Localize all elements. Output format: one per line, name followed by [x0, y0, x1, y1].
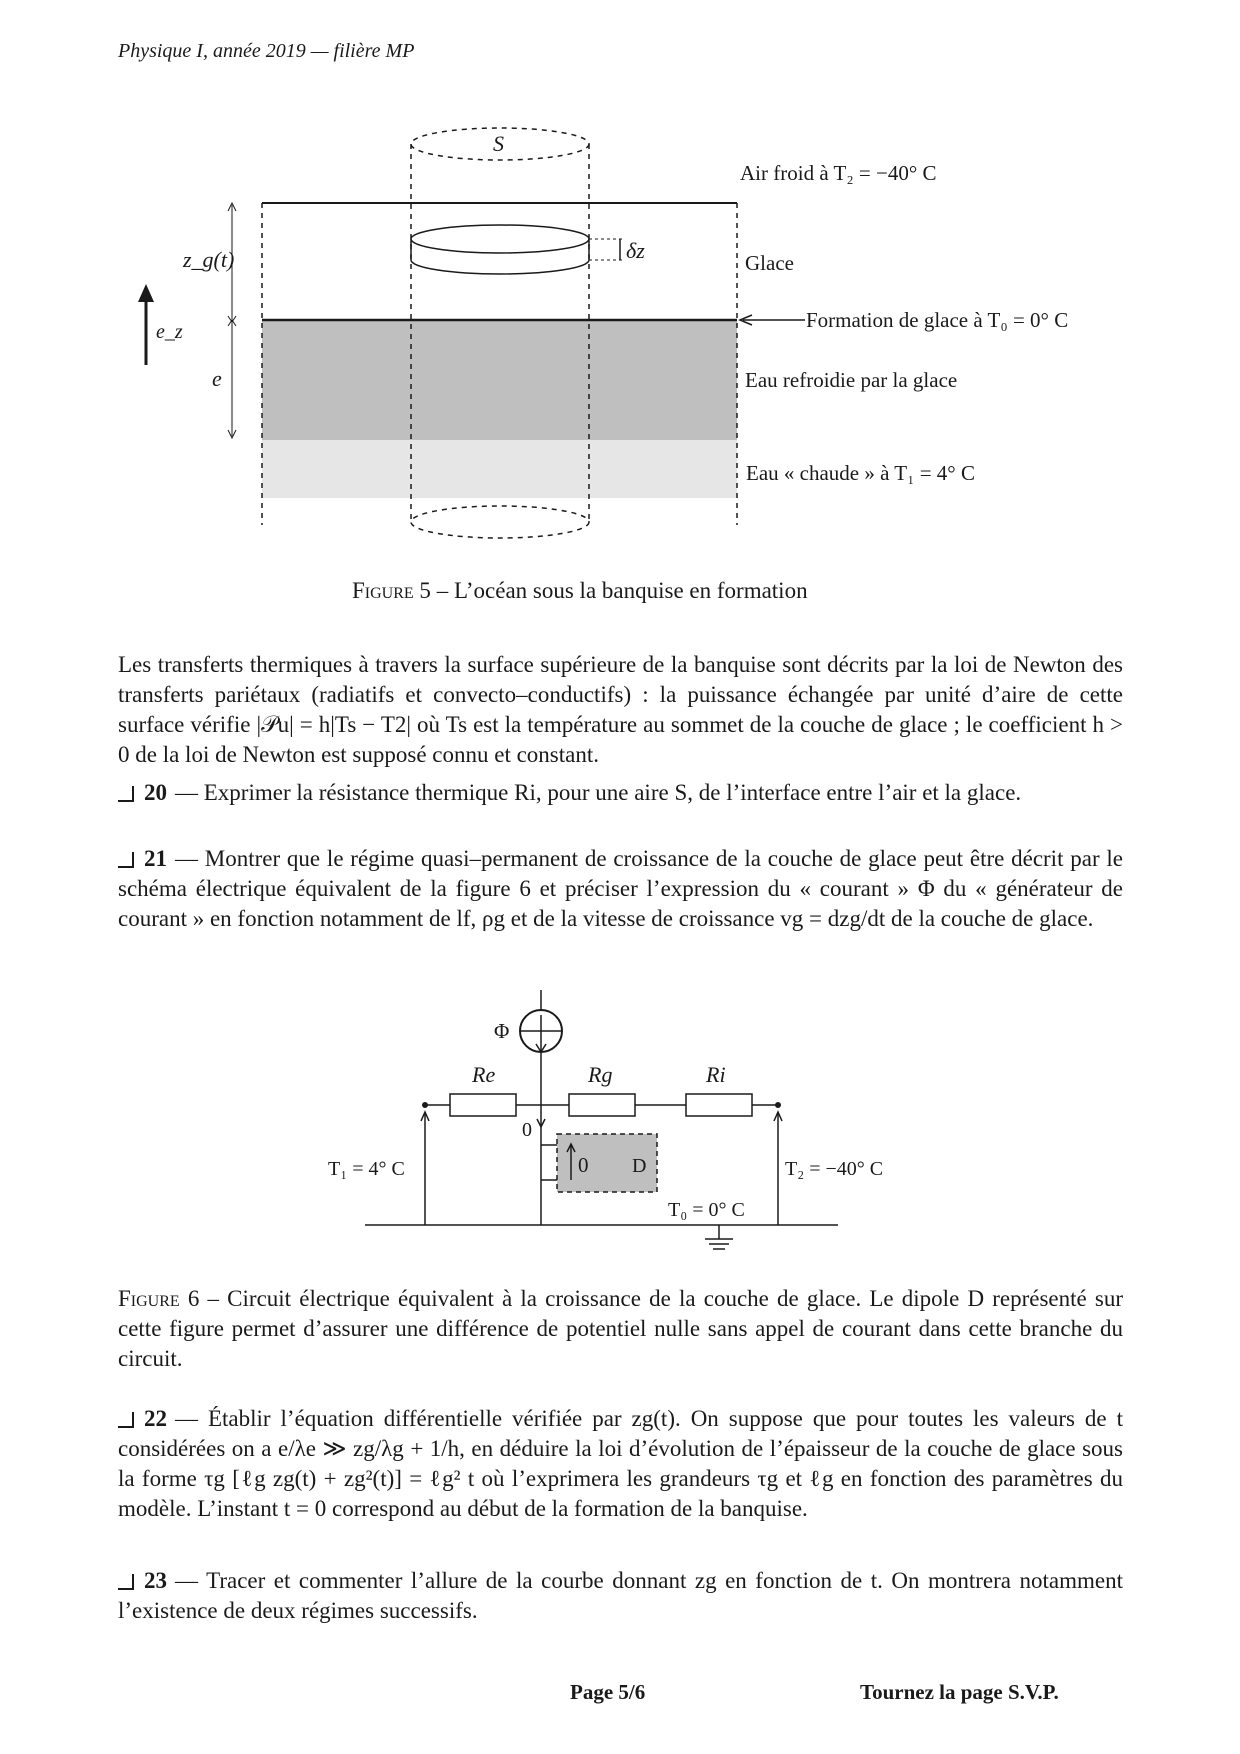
rg-label: Rg — [588, 1062, 613, 1087]
checkbox-icon — [118, 786, 134, 802]
air-label: Air froid à T₂ = −40° C — [740, 161, 937, 185]
cylinder-label: S — [493, 131, 504, 156]
paragraph-newton: Les transferts thermiques à travers la surface supérieure de la banquise sont décrits par la loi de Newton des transferts pariétaux (radiatifs et convecto–conductifs) : la puissance échangée par unité d’aire de cette surface vérifie |𝒫u| = h|Ts − T2| où Ts est la température au sommet de la couche de glace ; le coefficient h > 0 de la loi de Newton est supposé connu et constant. — [118, 652, 1123, 767]
question-22-text: — Établir l’équation différentielle vérifiée par zg(t). On suppose que pour toutes les valeurs de t considérées on a e/λe ≫ zg/λg + 1/h, en déduire la loi d’évolution de l’épaisseur de la couche de glace sous la forme τg [ℓg zg(t) + zg²(t)] = ℓg² t où l’exprimera les grandeurs τg et ℓg en fonction des paramètres du modèle. L’instant t = 0 correspond au début de la formation de la banquise. — [118, 1406, 1123, 1521]
t0-label: T₀ = 0° C — [668, 1199, 745, 1221]
question-23-text: — Tracer et commenter l’allure de la courbe donnant zg en fonction de t. On montrera notamment l’existence de deux régimes successifs. — [118, 1568, 1123, 1623]
question-21-text: — Montrer que le régime quasi–permanent de croissance de la couche de glace peut être décrit par le schéma électrique équivalent de la figure 6 et préciser l’expression du « courant » Φ du « générateur de courant » en fonction notamment de lf, ρg et de la vitesse de croissance vg = dzg/dt de la couche de glace. — [118, 846, 1123, 931]
zero-current-label: 0 — [522, 1119, 532, 1141]
dipole-d-label: D — [632, 1155, 647, 1177]
turn-page-note: Tournez la page S.V.P. — [860, 1680, 1059, 1704]
formation-label: Formation de glace à T₀ = 0° C — [806, 308, 1069, 332]
ez-label: e_z — [156, 321, 183, 343]
figure-6-caption-prefix: Figure 6 — [118, 1286, 200, 1311]
question-22-number: 22 — [144, 1406, 167, 1431]
zero-voltage-label: 0 — [578, 1153, 589, 1177]
page-header: Physique I, année 2019 — filière MP — [118, 40, 415, 62]
re-label: Re — [472, 1062, 496, 1087]
question-21-number: 21 — [144, 846, 167, 871]
zg-label: z_g(t) — [183, 247, 235, 272]
checkbox-icon — [118, 1574, 134, 1590]
phi-label: Φ — [494, 1019, 510, 1043]
question-20-number: 20 — [144, 780, 167, 805]
figure-5-caption-prefix: Figure 5 — [352, 578, 431, 603]
cooled-water-layer — [262, 320, 737, 440]
ri-label: Ri — [706, 1062, 726, 1087]
question-22 — [118, 1404, 1123, 1524]
dz-label: δz — [626, 238, 645, 263]
question-23-number: 23 — [144, 1568, 167, 1593]
question-20 — [118, 778, 1123, 808]
page-number: Page 5/6 — [570, 1680, 646, 1704]
t1-label: T₁ = 4° C — [328, 1158, 405, 1180]
e-label: e — [212, 366, 222, 391]
figure-5-caption-text: – L’océan sous la banquise en formation — [436, 578, 808, 603]
question-23 — [118, 1566, 1123, 1626]
question-20-text: — Exprimer la résistance thermique Ri, pour une aire S, de l’interface entre l’air et la glace. — [175, 780, 1022, 805]
question-21 — [118, 844, 1123, 934]
ice-label: Glace — [745, 251, 794, 275]
warm-water-label: Eau « chaude » à T₁ = 4° C — [746, 461, 975, 485]
figure-6-caption-text: – Circuit électrique équivalent à la croissance de la couche de glace. Le dipole D représenté sur cette figure permet d’assurer une différence de potentiel nulle sans appel de courant dans cette branche du circuit. — [118, 1286, 1123, 1371]
checkbox-icon — [118, 852, 134, 868]
figure-6-caption — [118, 1284, 1123, 1374]
figure-6-circuit — [0, 990, 1240, 1270]
figure-5-caption — [352, 576, 808, 606]
cooled-water-label: Eau refroidie par la glace — [745, 368, 958, 392]
t2-label: T₂ = −40° C — [785, 1158, 884, 1180]
warm-water-layer — [262, 440, 737, 498]
checkbox-icon — [118, 1412, 134, 1428]
